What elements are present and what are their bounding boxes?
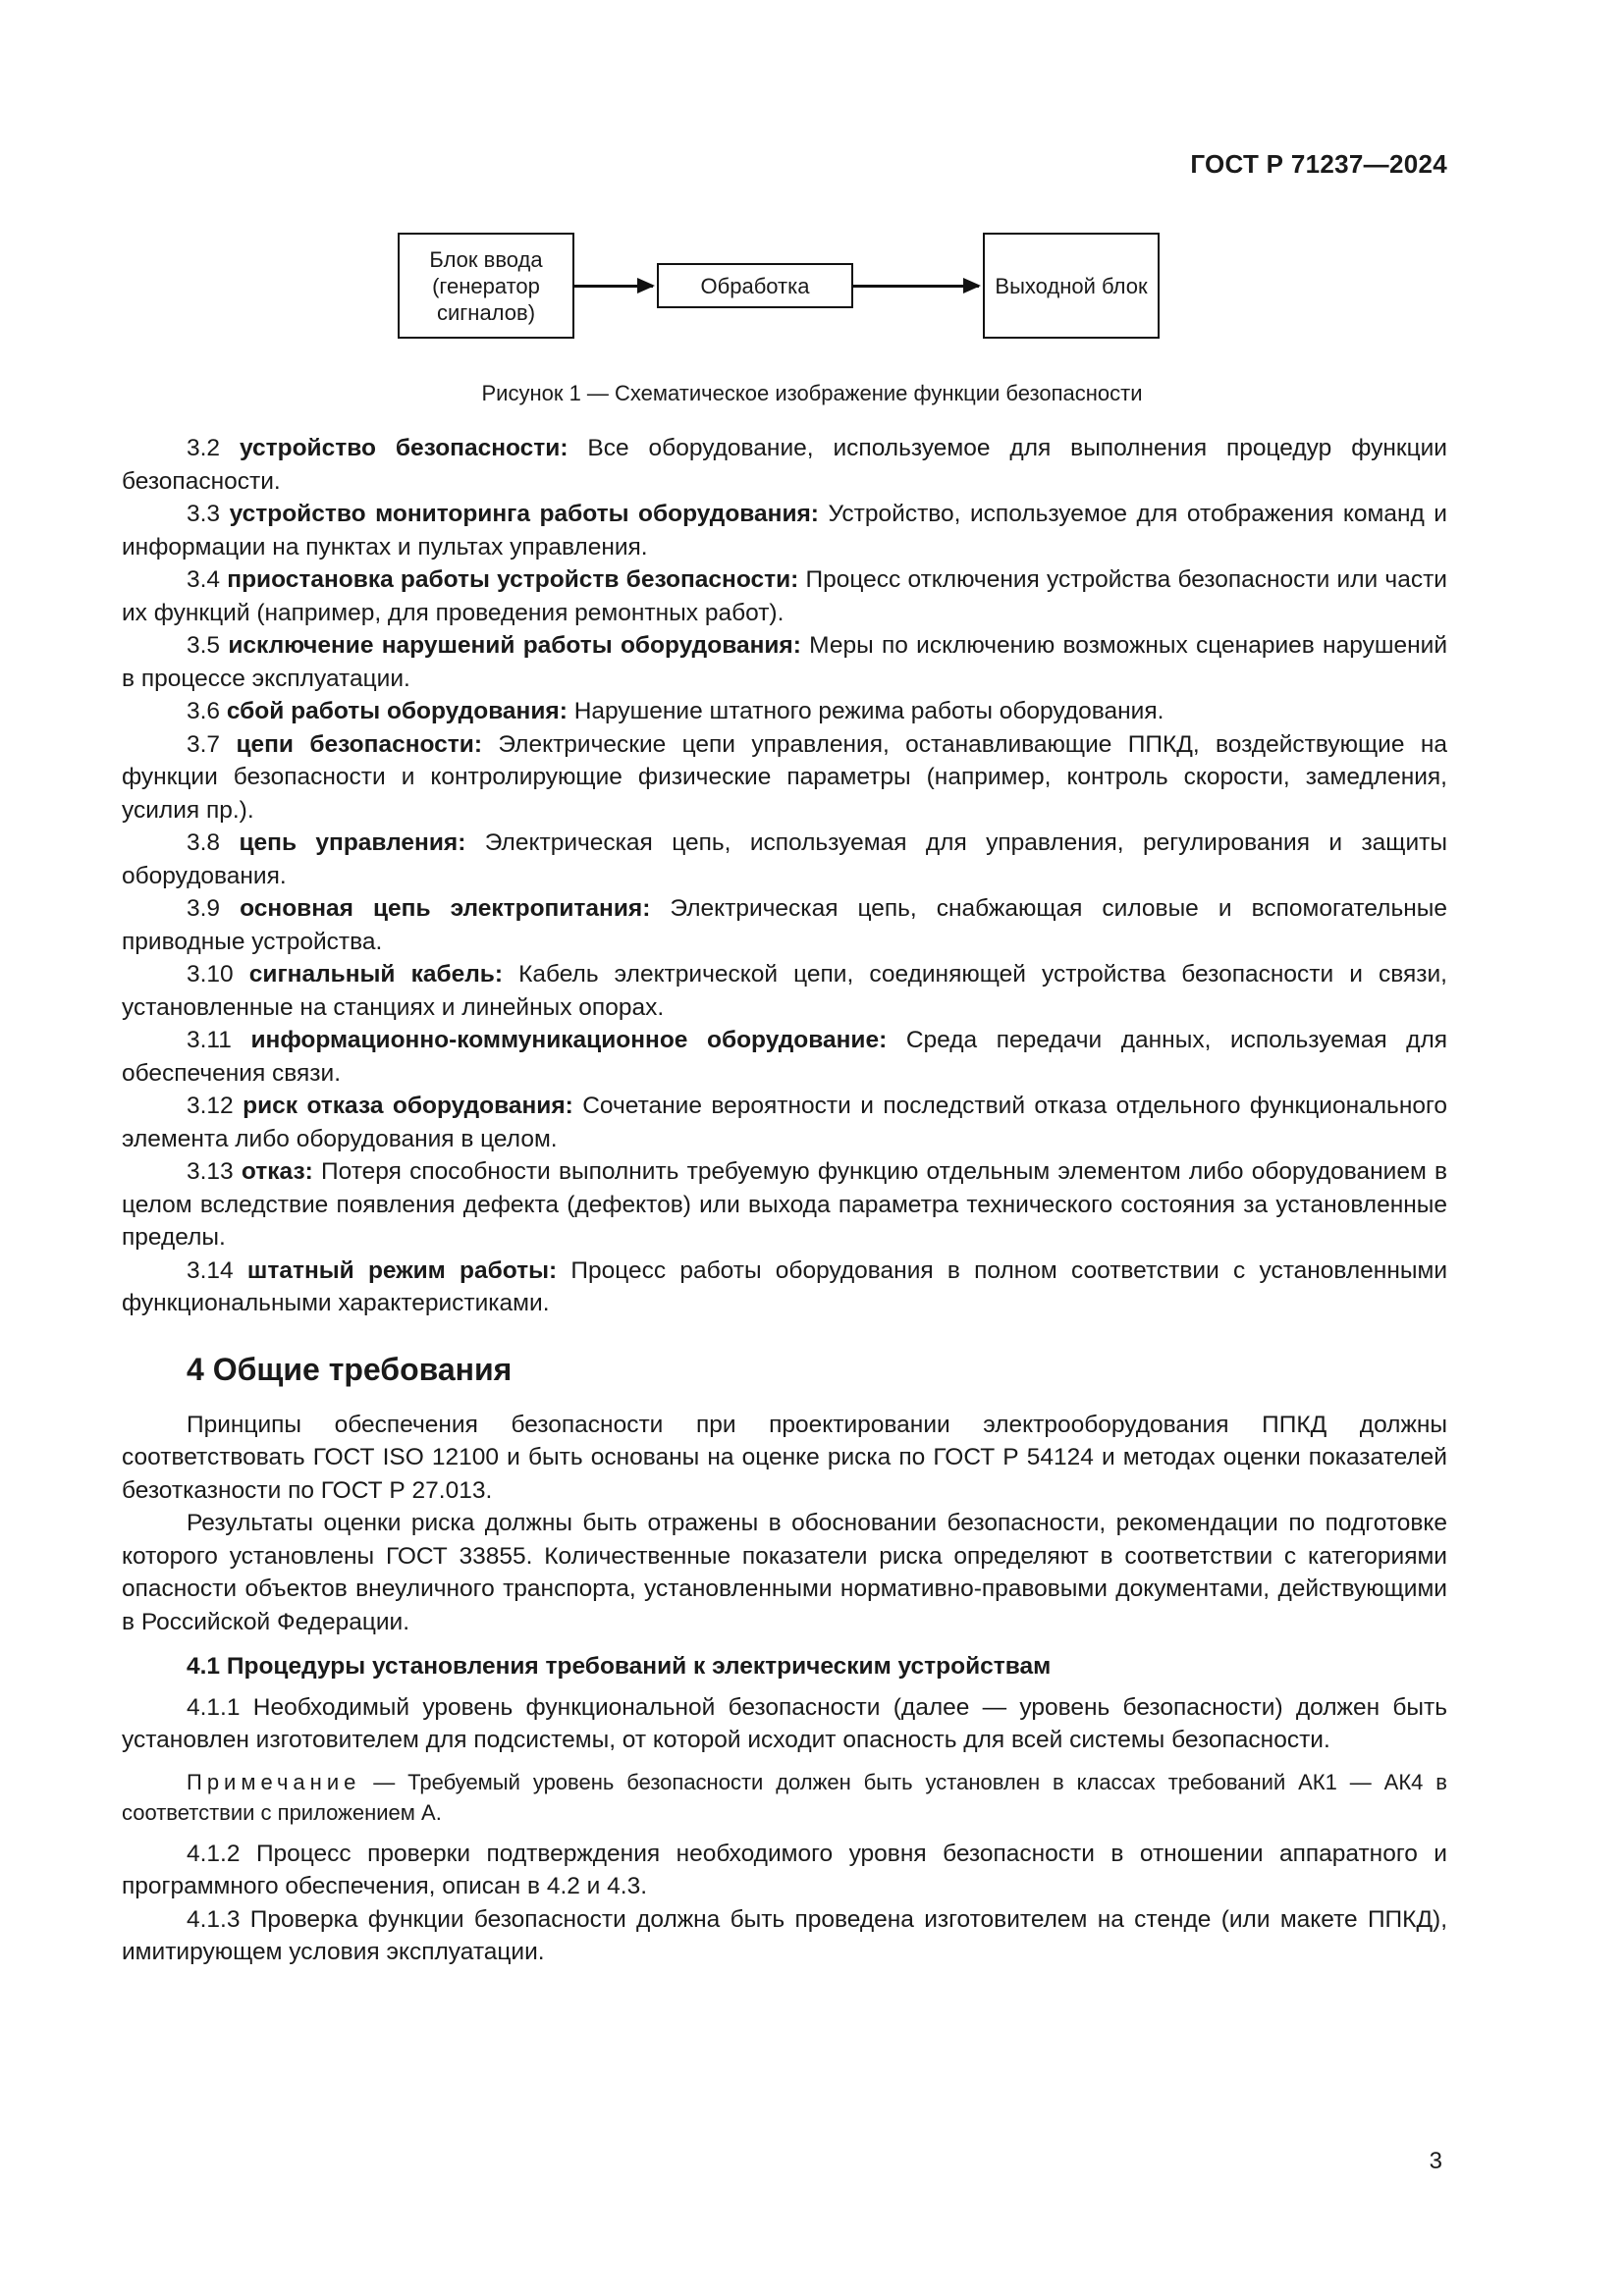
document-body <box>122 432 1447 1969</box>
output-block-box: Выходной блок <box>983 233 1160 339</box>
section-4-1-heading: 4.1 Процедуры установления требований к электрическим устройствам <box>187 1653 1052 1680</box>
definition-3-9: 3.9 основная цепь электропитания: Электрическая цепь, снабжающая силовые и вспомогательные приводные устройства. <box>122 895 1448 955</box>
definition-3-12: 3.12 риск отказа оборудования: Сочетание вероятности и последствий отказа отдельного функционального элемента либо оборудования в целом. <box>122 1093 1447 1152</box>
note-label: Примечание <box>187 1769 361 1794</box>
page-number: 3 <box>1429 2148 1442 2174</box>
input-block-box: Блок ввода (генератор сигналов) <box>398 233 574 339</box>
definition-3-3: 3.3 устройство мониторинга работы оборудования: Устройство, используемое для отображения команд и информации на пунктах и пультах управления. <box>122 501 1447 561</box>
note-text: — Требуемый уровень безопасности должен быть установлен в классах требований АК1 — АК4 в соответствии с приложением А. <box>122 1769 1447 1825</box>
paragraph-4-1-2: 4.1.2 Процесс проверки подтверждения необходимого уровня безопасности в отношении аппаратного и программного обеспечения, описан в 4.2 и 4.3. <box>122 1840 1447 1899</box>
section-4-heading: 4 Общие требования <box>187 1351 513 1387</box>
definition-3-7: 3.7 цепи безопасности: Электрические цепи управления, останавливающие ППКД, воздействующие на функции безопасности и контролирующие физические параметры (например, контроль скорости, замедления, усилия пр.). <box>122 730 1447 824</box>
safety-function-diagram <box>398 233 1164 343</box>
processing-box: Обработка <box>657 263 853 308</box>
definition-3-8: 3.8 цепь управления: Электрическая цепь, используемая для управления, регулирования и защиты оборудования. <box>122 829 1447 889</box>
definition-3-11: 3.11 информационно-коммуникационное оборудование: Среда передачи данных, используемая для обеспечения связи. <box>122 1027 1448 1087</box>
definition-3-14: 3.14 штатный режим работы: Процесс работы оборудования в полном соответствии с установленными функциональными характеристиками. <box>122 1256 1448 1316</box>
definition-3-13: 3.13 отказ: Потеря способности выполнить требуемую функцию отдельным элементом либо оборудованием в целом вследствие появления дефекта (дефектов) или выхода параметра технического состояния за установленные пределы. <box>122 1158 1448 1251</box>
paragraph-4-1-1: 4.1.1 Необходимый уровень функциональной безопасности (далее — уровень безопасности) должен быть установлен изготовителем для подсистемы, от которой исходит опасность для всей системы безопасности. <box>122 1693 1447 1753</box>
definition-3-10: 3.10 сигнальный кабель: Кабель электрической цепи, соединяющей устройства безопасности и связи, установленные на станциях и линейных опорах. <box>122 961 1447 1021</box>
definition-3-4: 3.4 приостановка работы устройств безопасности: Процесс отключения устройства безопасности или части их функций (например, для проведения ремонтных работ). <box>122 566 1447 626</box>
paragraph-4-1-3: 4.1.3 Проверка функции безопасности должна быть проведена изготовителем на стенде (или макете ППКД), имитирующем условия эксплуатации. <box>122 1905 1447 1965</box>
definitions-list <box>122 432 1447 1320</box>
definition-3-5: 3.5 исключение нарушений работы оборудования: Меры по исключению возможных сценариев нарушений в процессе эксплуатации. <box>122 632 1447 692</box>
figure-caption: Рисунок 1 — Схематическое изображение функции безопасности <box>481 381 1143 405</box>
definition-3-2: 3.2 устройство безопасности: Все оборудование, используемое для выполнения процедур функции безопасности. <box>122 435 1447 495</box>
note-paragraph <box>122 1767 1447 1828</box>
arrow-process-to-output <box>853 285 979 288</box>
document-header: ГОСТ Р 71237—2024 <box>1190 149 1447 179</box>
section-4-paragraph-1: Принципы обеспечения безопасности при проектировании электрооборудования ППКД должны соответствовать ГОСТ ISO 12100 и быть основаны на оценке риска по ГОСТ Р 54124 и методах оценки показателей безотказности по ГОСТ Р 27.013. <box>122 1411 1447 1504</box>
section-4-paragraph-2: Результаты оценки риска должны быть отражены в обосновании безопасности, рекомендации по подготовке которого установлены ГОСТ 33855. Количественные показатели риска определяют в соответствии с категориями опасности объектов внеуличного транспорта, установленными нормативно-правовыми документами, действующими в Российской Федерации. <box>122 1510 1447 1635</box>
definition-3-6: 3.6 сбой работы оборудования: Нарушение штатного режима работы оборудования. <box>187 698 1164 724</box>
arrow-input-to-process <box>574 285 653 288</box>
